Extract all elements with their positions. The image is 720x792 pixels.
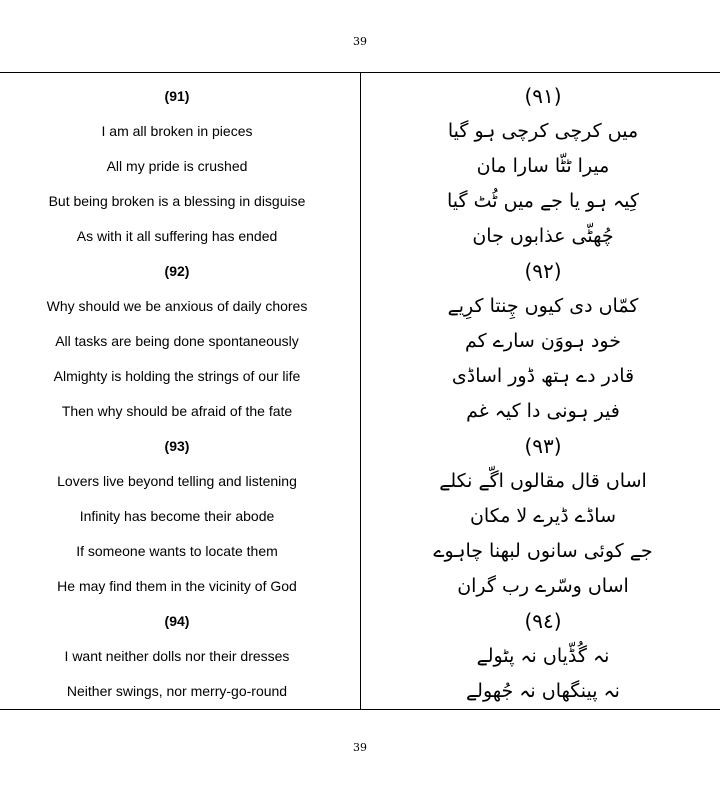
urdu-line: اساں وسّرے رب گران xyxy=(457,575,629,597)
urdu-line: اساں قال مقالوں اگّے نکلے xyxy=(439,470,647,492)
english-line: If someone wants to locate them xyxy=(76,543,278,559)
page-number-bottom: 39 xyxy=(353,741,367,754)
english-line: Then why should be afraid of the fate xyxy=(61,403,293,419)
urdu-line: میں کرچی کرچی ہو گیا xyxy=(447,120,639,142)
urdu-line: قادر دے ہتھ ڈور اساڈی xyxy=(451,365,635,387)
stanza-heading: (93) xyxy=(164,438,190,454)
urdu-line: نہ پینگھاں نہ جُھولے xyxy=(466,680,620,702)
stanza-heading: (91) xyxy=(164,88,190,104)
urdu-line: فیر ہونی دا کیہ غم xyxy=(466,400,620,422)
page-number-top: 39 xyxy=(353,35,367,48)
urdu-original-column xyxy=(366,79,720,709)
english-line: I want neither dolls nor their dresses xyxy=(64,648,290,664)
english-line: As with it all suffering has ended xyxy=(76,228,278,244)
stanza-heading: (92) xyxy=(164,263,190,279)
stanza-heading-urdu: (٩٢) xyxy=(524,259,562,283)
english-line: Infinity has become their abode xyxy=(79,508,275,524)
stanza-heading: (94) xyxy=(164,613,190,629)
urdu-line: کمّاں دی کیوں چِنتا کرِیے xyxy=(447,295,639,317)
urdu-line: ساڈے ڈیرے لا مکان xyxy=(469,505,617,527)
stanza-heading-urdu: (٩٣) xyxy=(524,434,562,458)
bottom-rule xyxy=(0,709,720,710)
english-line: I am all broken in pieces xyxy=(101,123,253,139)
urdu-line: چُھٹّی عذابوں جان xyxy=(472,225,614,247)
english-line: All tasks are being done spontaneously xyxy=(55,333,299,349)
english-line: Why should we be anxious of daily chores xyxy=(46,298,308,314)
english-line: All my pride is crushed xyxy=(106,158,248,174)
stanza-heading-urdu: (٩١) xyxy=(524,84,562,108)
english-line: Neither swings, nor merry-go-round xyxy=(66,683,288,699)
english-line: He may find them in the vicinity of God xyxy=(57,578,297,594)
english-line: But being broken is a blessing in disguise xyxy=(48,193,306,209)
urdu-line: خود ہووَن سارے کم xyxy=(465,330,621,352)
urdu-line: جے کوئی سانوں لبھنا چاہوے xyxy=(433,540,653,562)
urdu-line: نہ گُڈّیاں نہ پٹولے xyxy=(476,645,610,667)
urdu-line: کِیہ ہو یا جے میں ٹُٹ گیا xyxy=(447,190,639,212)
english-line: Lovers live beyond telling and listening xyxy=(57,473,297,489)
stanza-heading-urdu: (٩٤) xyxy=(524,609,562,633)
column-divider xyxy=(360,72,361,710)
english-line: Almighty is holding the strings of our life xyxy=(53,368,301,384)
english-translation-column xyxy=(0,79,354,709)
urdu-line: میرا ٹٹّا سارا مان xyxy=(476,155,610,177)
